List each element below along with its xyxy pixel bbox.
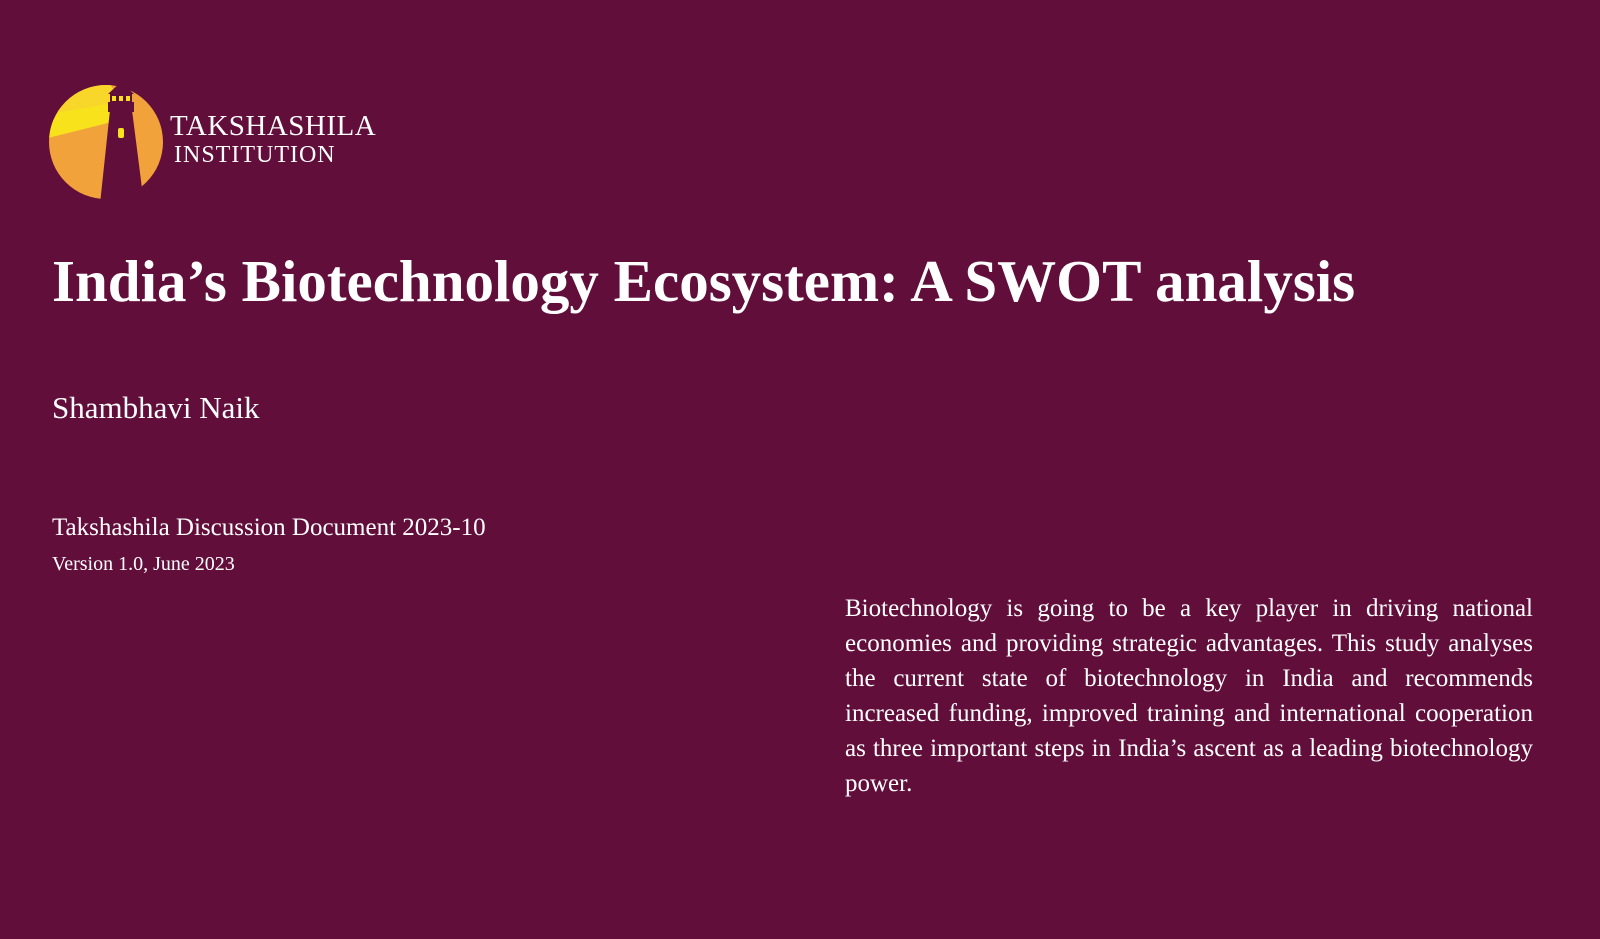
abstract-text: Biotechnology is going to be a key player in driving national economies and providing strategic advantages. This study analyses the current state of biotechnology in India and recommends increased funding, improved training and international cooperation as three important steps in India’s ascent as a leading biotechnology power. (845, 595, 1533, 797)
logo-line-1: TAKSHASHILA (170, 110, 377, 142)
document-series: Takshashila Discussion Document 2023-10 (52, 514, 486, 541)
author-name: Shambhavi Naik (52, 390, 260, 425)
logo-line-2: INSTITUTION (174, 142, 336, 168)
document-title: India’s Biotechnology Ecosystem: A SWOT analysis (52, 248, 1356, 314)
lighthouse-icon (48, 80, 166, 204)
institution-logo (48, 80, 408, 210)
document-version: Version 1.0, June 2023 (52, 553, 235, 575)
logo-wordmark (170, 112, 376, 167)
